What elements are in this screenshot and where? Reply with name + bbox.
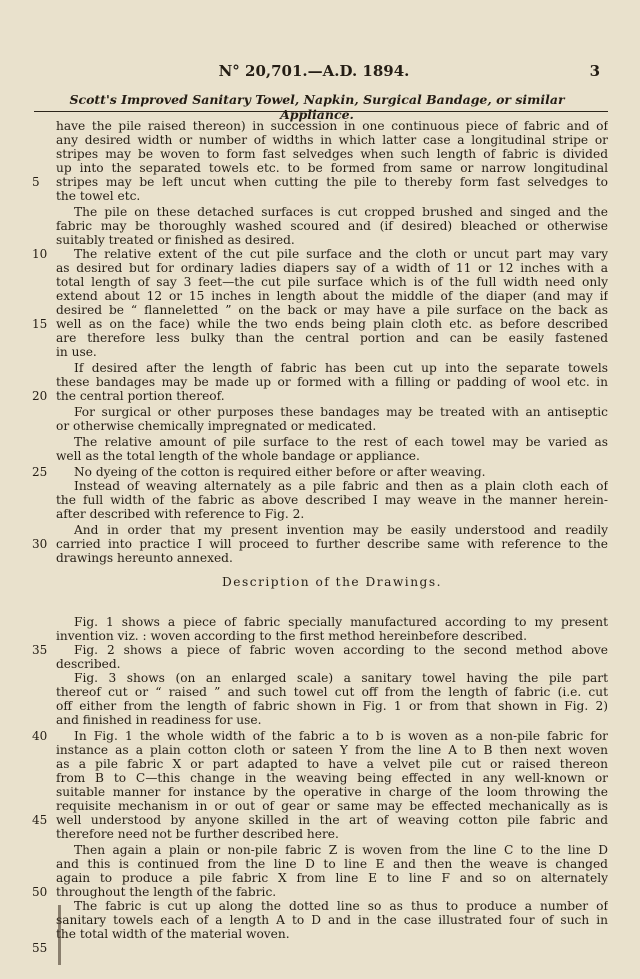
text-line: and this is continued from the line D to line E and then the weave is changed (56, 857, 608, 871)
text-line: as a pile fabric X or part adapted to have a velvet pile cut or raised thereon (56, 757, 608, 771)
text-line: requisite mechanism in or out of gear or same may be effected mechanically as is (56, 799, 608, 813)
text-line: the towel etc. (56, 189, 141, 203)
text-line: For surgical or other purposes these bandages may be treated with an antiseptic (74, 405, 608, 419)
text-line: suitably treated or finished as desired. (56, 233, 295, 247)
margin-line-number: 55 (32, 941, 48, 955)
text-line: therefore need not be further described here. (56, 827, 339, 841)
text-line: off either from the length of fabric shown in Fig. 1 or from that shown in Fig. 2) (56, 699, 608, 713)
text-line: well understood by anyone skilled in the art of weaving cotton pile fabric and (56, 813, 608, 827)
text-line: Fig. 2 shows a piece of fabric woven according to the second method above (74, 643, 608, 657)
text-line: extend about 12 or 15 inches in length about the middle of the diaper (and may if (56, 289, 608, 303)
text-line: up into the separated towels etc. to be formed from same or narrow longitudinal (56, 161, 608, 175)
text-line: Fig. 1 shows a piece of fabric specially manufactured according to my present (74, 615, 608, 629)
text-line: throughout the length of the fabric. (56, 885, 277, 899)
text-line: Then again a plain or non-pile fabric Z is woven from the line C to the line D (74, 843, 608, 857)
text-line: carried into practice I will proceed to further describe same with reference to the (56, 537, 608, 551)
text-line: well as on the face) while the two ends being plain cloth etc. as before described (56, 317, 608, 331)
text-line: Instead of weaving alternately as a pile fabric and then as a plain cloth each of (74, 479, 608, 493)
text-line: The fabric is cut up along the dotted line so as thus to produce a number of (74, 899, 608, 913)
text-line: as desired but for ordinary ladies diapers say of a width of 11 or 12 inches with a (56, 261, 608, 275)
text-line: The pile on these detached surfaces is cut cropped brushed and singed and the (74, 205, 608, 219)
patent-subheading: Scott's Improved Sanitary Towel, Napkin, Surgical Bandage, or similar Appliance. (69, 92, 565, 122)
text-line: any desired width or number of widths in which latter case a longitudinal stripe or (56, 133, 608, 147)
text-line: the full width of the fabric as above described I may weave in the manner herein- (56, 493, 608, 507)
text-line: No dyeing of the cotton is required either before or after weaving. (74, 465, 486, 479)
binding-shadow (58, 905, 67, 965)
text-line: invention viz. : woven according to the first method hereinbefore described. (56, 629, 527, 643)
section-heading: Description of the Drawings. (222, 575, 442, 589)
text-line: The relative amount of pile surface to the rest of each towel may be varied as (74, 435, 608, 449)
text-line: desired be “ flanneletted ” on the back or may have a pile surface on the back as (56, 303, 608, 317)
margin-line-number: 5 (32, 175, 40, 189)
text-line: And in order that my present invention may be easily understood and readily (74, 523, 608, 537)
text-line: drawings hereunto annexed. (56, 551, 233, 565)
margin-line-number: 45 (32, 813, 48, 827)
text-line: the central portion thereof. (56, 389, 225, 403)
margin-line-number: 20 (32, 389, 48, 403)
text-line: In Fig. 1 the whole width of the fabric a to b is woven as a non-pile fabric for (74, 729, 608, 743)
page-number: 3 (589, 62, 600, 80)
text-line: or otherwise chemically impregnated or medicated. (56, 419, 377, 433)
text-line: If desired after the length of fabric has been cut up into the separate towels (74, 361, 608, 375)
margin-line-number: 25 (32, 465, 48, 479)
text-line: total length of say 3 feet—the cut pile surface which is of the full width need only (56, 275, 608, 289)
page-header (28, 62, 600, 82)
text-line: and finished in readiness for use. (56, 713, 262, 727)
text-line: suitable manner for instance by the operative in charge of the loom throwing the (56, 785, 608, 799)
text-line: from B to C—this change in the weaving being effected in any well-known or (56, 771, 608, 785)
text-line: sanitary towels each of a length A to D and in the case illustrated four of such in (56, 913, 608, 927)
margin-line-number: 40 (32, 729, 48, 743)
text-line: after described with reference to Fig. 2. (56, 507, 305, 521)
text-line: are therefore less bulky than the central portion and can be easily fastened (56, 331, 608, 345)
header-rule (34, 111, 608, 112)
text-line: The relative extent of the cut pile surface and the cloth or uncut part may vary (74, 247, 608, 261)
text-line: these bandages may be made up or formed with a filling or padding of wool etc. in (56, 375, 608, 389)
margin-line-number: 15 (32, 317, 48, 331)
text-line: fabric may be thoroughly washed scoured and (if desired) bleached or otherwise (56, 219, 608, 233)
patent-number-title: N° 20,701.—A.D. 1894. (218, 62, 410, 80)
text-line: stripes may be left uncut when cutting the pile to thereby form fast selvedges to (56, 175, 608, 189)
margin-line-number: 50 (32, 885, 48, 899)
text-line: again to produce a pile fabric X from line E to line F and so on alternately (56, 871, 608, 885)
margin-line-number: 35 (32, 643, 48, 657)
margin-line-number: 10 (32, 247, 48, 261)
text-line: thereof cut or “ raised ” and such towel cut off from the length of fabric (i.e. cut (56, 685, 608, 699)
text-line: have the pile raised thereon) in succession in one continuous piece of fabric and of (56, 119, 608, 133)
margin-line-number: 30 (32, 537, 48, 551)
text-line: the total width of the material woven. (56, 927, 290, 941)
text-line: instance as a plain cotton cloth or sateen Y from the line A to B then next woven (56, 743, 608, 757)
text-line: Fig. 3 shows (on an enlarged scale) a sanitary towel having the pile part (74, 671, 608, 685)
text-line: well as the total length of the whole bandage or appliance. (56, 449, 420, 463)
text-line: stripes may be woven to form fast selvedges when such length of fabric is divided (56, 147, 608, 161)
text-line: described. (56, 657, 121, 671)
text-line: in use. (56, 345, 97, 359)
